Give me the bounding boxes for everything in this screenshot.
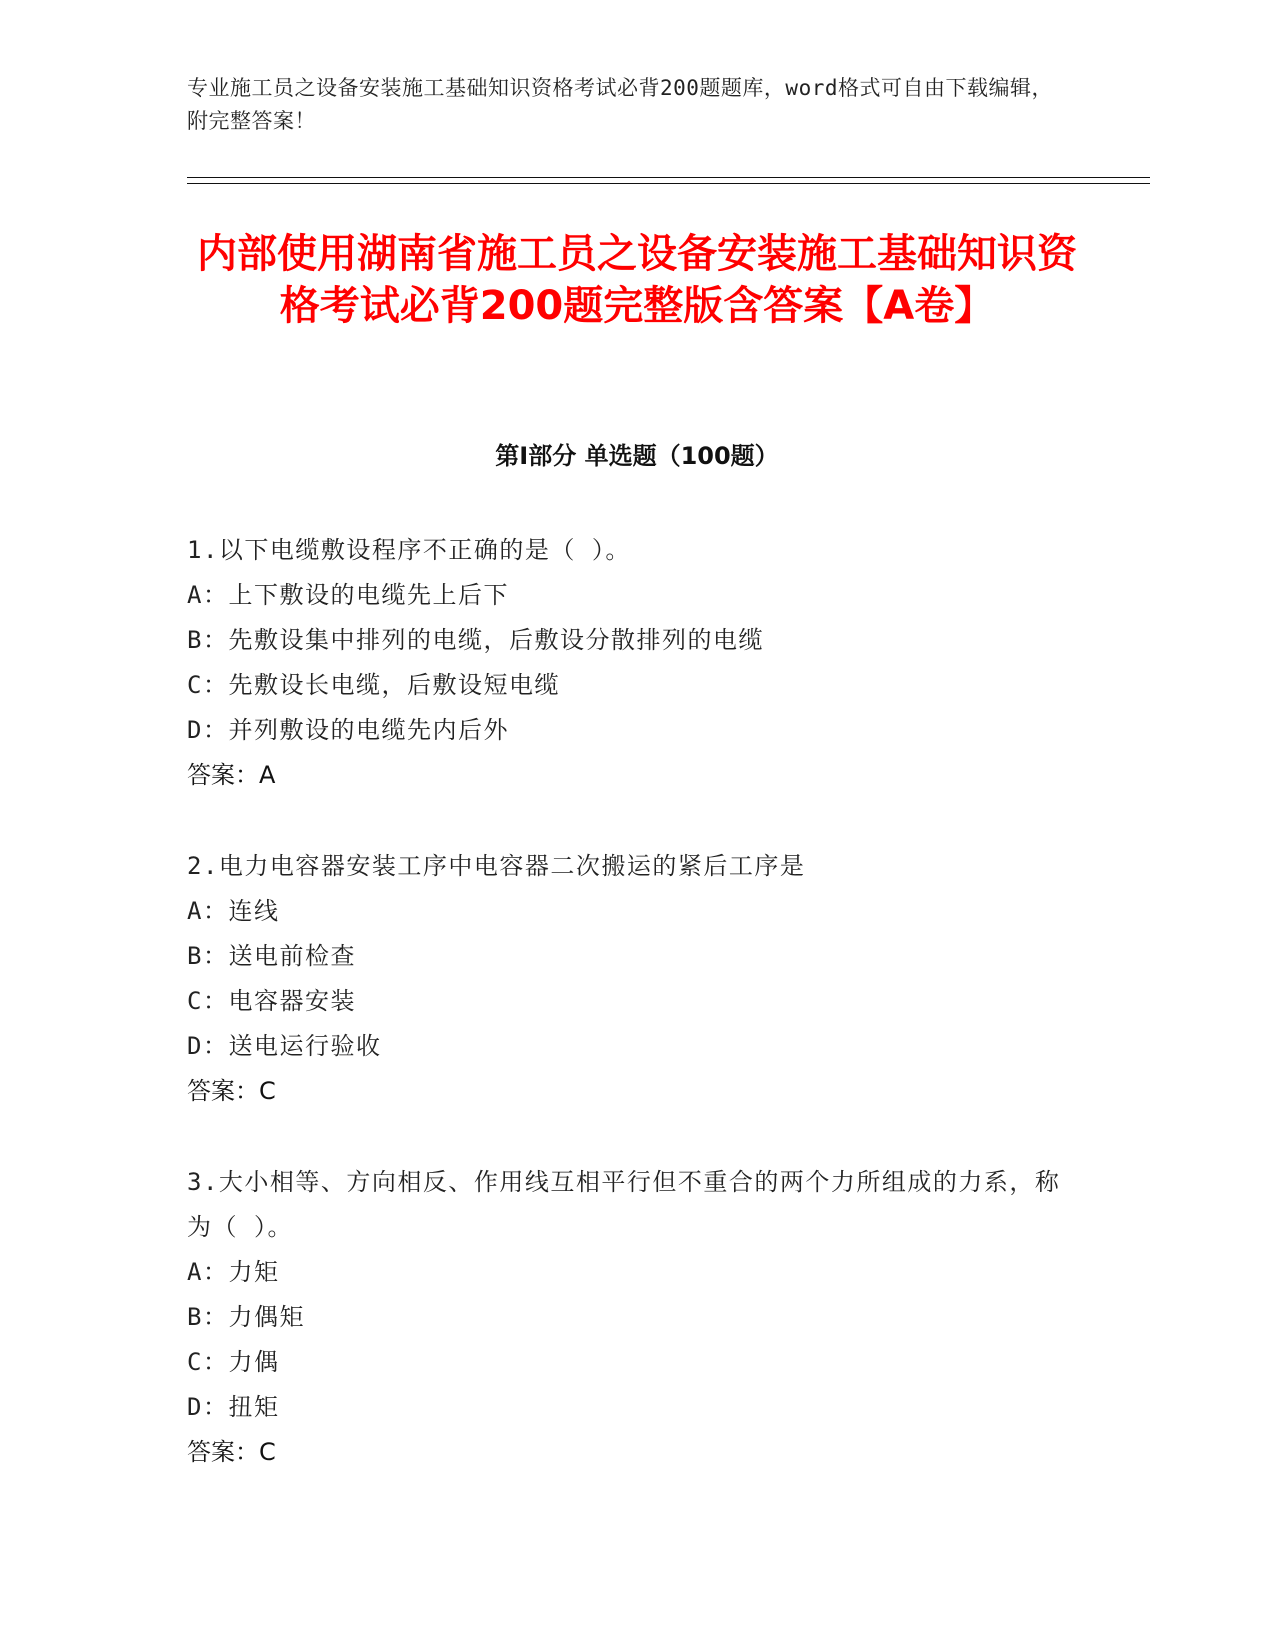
question-2 bbox=[187, 844, 1067, 1114]
question-stem: 3.大小相等、方向相反、作用线互相平行但不重合的两个力所组成的力系，称为（ ）。 bbox=[187, 1168, 1061, 1241]
answer: 答案：C bbox=[187, 1438, 276, 1466]
header-note: 专业施工员之设备安装施工基础知识资格考试必背200题题库，word格式可自由下载编辑，附完整答案！ bbox=[187, 76, 1053, 133]
question-list bbox=[187, 528, 1067, 1521]
question-3 bbox=[187, 1160, 1067, 1475]
option-b: B：力偶矩 bbox=[187, 1303, 305, 1331]
option-d: D：并列敷设的电缆先内后外 bbox=[187, 716, 509, 744]
section-title: 第Ⅰ部分 单选题（100题） bbox=[495, 442, 779, 470]
option-d: D：送电运行验收 bbox=[187, 1032, 382, 1060]
question-1 bbox=[187, 528, 1067, 798]
answer: 答案：C bbox=[187, 1077, 276, 1105]
option-b: B：先敷设集中排列的电缆，后敷设分散排列的电缆 bbox=[187, 626, 764, 654]
option-a: A：力矩 bbox=[187, 1258, 280, 1286]
option-c: C：先敷设长电缆，后敷设短电缆 bbox=[187, 671, 560, 699]
option-c: C：力偶 bbox=[187, 1348, 280, 1376]
option-a: A：上下敷设的电缆先上后下 bbox=[187, 581, 509, 609]
answer: 答案：A bbox=[187, 761, 276, 789]
document-title: 内部使用湖南省施工员之设备安装施工基础知识资格考试必背200题完整版含答案【A卷】 bbox=[197, 231, 1077, 329]
question-stem: 1.以下电缆敷设程序不正确的是（ ）。 bbox=[187, 536, 631, 564]
question-stem: 2.电力电容器安装工序中电容器二次搬运的紧后工序是 bbox=[187, 852, 806, 880]
option-b: B：送电前检查 bbox=[187, 942, 356, 970]
option-d: D：扭矩 bbox=[187, 1393, 280, 1421]
header-divider-bottom bbox=[187, 183, 1150, 184]
option-a: A：连线 bbox=[187, 897, 280, 925]
header-divider-top bbox=[187, 177, 1150, 178]
option-c: C：电容器安装 bbox=[187, 987, 356, 1015]
